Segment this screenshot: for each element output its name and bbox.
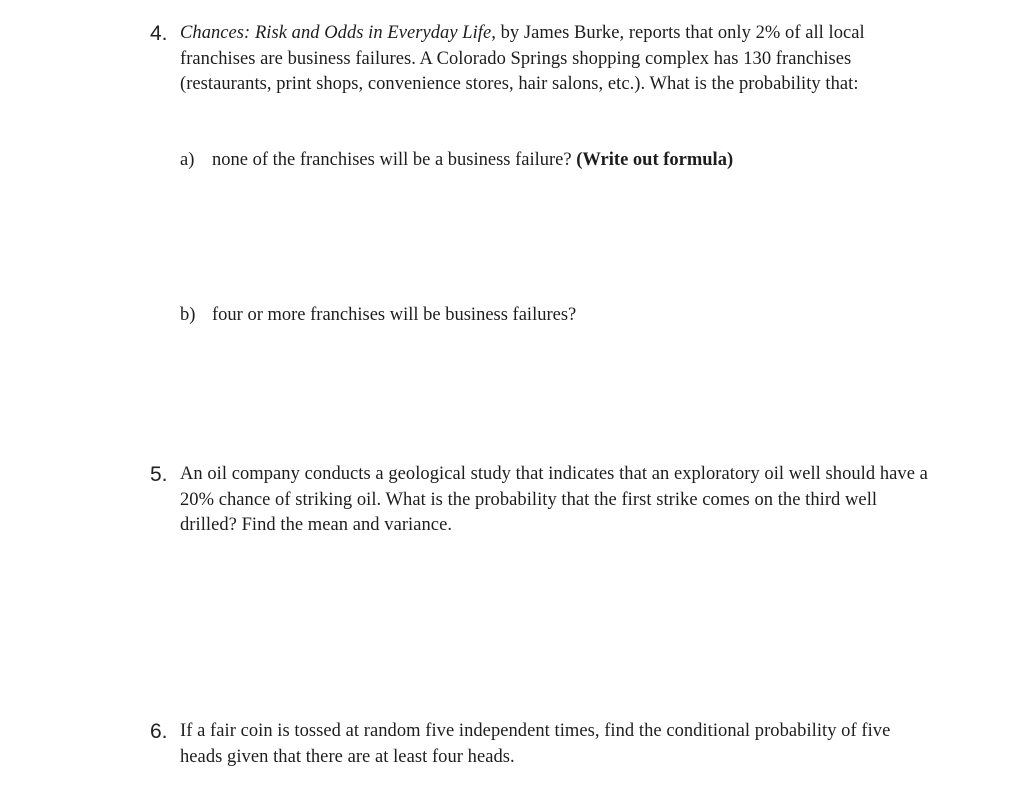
part-a-label: a)	[180, 150, 195, 170]
problem-4-number: 4.	[150, 22, 168, 45]
problem-4-text	[180, 21, 930, 98]
problem-5-text: An oil company conducts a geological study that indicates that an exploratory oil well should have a 20% chance of striking oil. What is the probability that the first strike comes on the third well drilled? Find the mean and variance.	[180, 464, 928, 535]
book-title: Chances: Risk and Odds in Everyday Life,	[180, 23, 496, 43]
part-a-text: none of the franchises will be a business failure?	[212, 150, 577, 170]
problem-4-body: by James Burke, reports that only 2% of all local franchises are business failures. A Colorado Springs shopping complex has 130 franchises (restaurants, print shops, convenience stores, hair salons, etc.). What is the probability that:	[180, 23, 865, 94]
problem-6	[150, 719, 930, 770]
part-b-text: four or more franchises will be business failures?	[212, 305, 577, 325]
problem-4-part-b	[180, 303, 940, 328]
part-a-note: (Write out formula)	[576, 150, 734, 170]
problem-4	[150, 21, 930, 98]
problem-5-number: 5.	[150, 463, 168, 486]
problem-6-text: If a fair coin is tossed at random five independent times, find the conditional probability of five heads given that there are at least four heads.	[180, 721, 891, 767]
problem-5	[150, 462, 930, 539]
part-b-label: b)	[180, 305, 196, 325]
problem-4-part-a	[180, 148, 940, 173]
problem-6-number: 6.	[150, 720, 168, 743]
